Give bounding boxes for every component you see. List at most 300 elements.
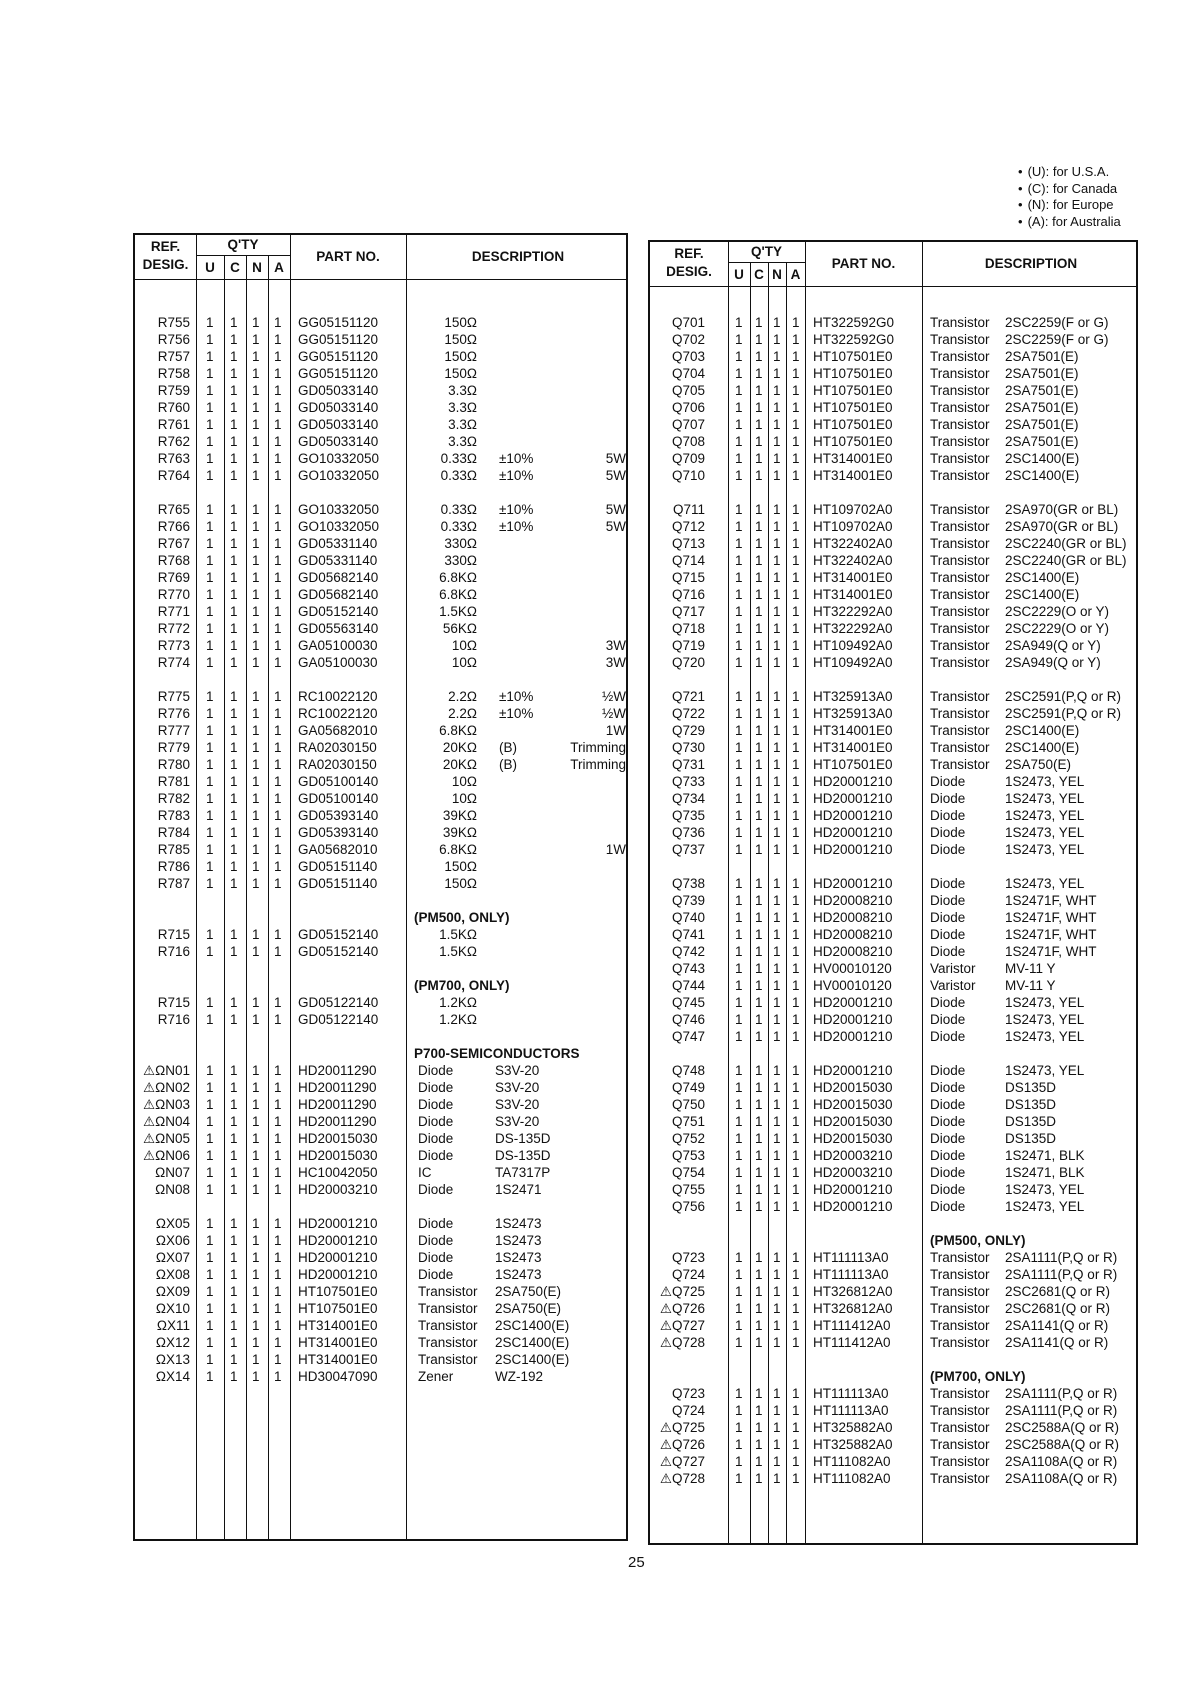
qty-u: 1 bbox=[735, 1250, 743, 1265]
component-value: 2SC1400(E) bbox=[1005, 468, 1080, 483]
component-type: Diode bbox=[418, 1131, 454, 1146]
qty-u: 1 bbox=[206, 332, 214, 347]
qty-n: 1 bbox=[773, 944, 781, 959]
section-title: (PM500, ONLY) bbox=[414, 910, 510, 925]
ref-designator: Q753 bbox=[671, 1148, 705, 1163]
table-row bbox=[135, 1368, 626, 1385]
component-value: 2SA1111(P,Q or R) bbox=[1005, 1250, 1118, 1265]
qty-c: 1 bbox=[230, 1267, 238, 1282]
ref-designator: Q738 bbox=[671, 876, 705, 891]
qty-c: 1 bbox=[230, 1012, 238, 1027]
table-row bbox=[650, 722, 1136, 739]
qty-c: 1 bbox=[230, 774, 238, 789]
qty-a: 1 bbox=[274, 1063, 282, 1078]
qty-a: 1 bbox=[274, 927, 282, 942]
part-number: HT322402A0 bbox=[813, 536, 893, 551]
rated-value: 1.2KΩ bbox=[439, 995, 477, 1010]
component-type: Transistor bbox=[418, 1335, 478, 1350]
tolerance: (B) bbox=[499, 757, 517, 772]
qty-n: 1 bbox=[252, 349, 260, 364]
part-number: HD20015030 bbox=[813, 1097, 893, 1112]
qty-u: 1 bbox=[206, 995, 214, 1010]
qty-u: 1 bbox=[735, 1097, 743, 1112]
ref-designator: R764 bbox=[157, 468, 190, 483]
component-type: Diode bbox=[930, 1063, 966, 1078]
part-number: GO10332050 bbox=[298, 468, 380, 483]
part-number: HD20001210 bbox=[298, 1267, 378, 1282]
qty-a: 1 bbox=[792, 502, 800, 517]
qty-a: 1 bbox=[792, 536, 800, 551]
ref-designator: R755 bbox=[157, 315, 190, 330]
ref-designator: Q750 bbox=[671, 1097, 705, 1112]
component-value: 2SA1111(P,Q or R) bbox=[1005, 1267, 1118, 1282]
ref-designator: R757 bbox=[157, 349, 190, 364]
qty-u: 1 bbox=[735, 587, 743, 602]
part-number: HV00010120 bbox=[813, 961, 892, 976]
qty-c: 1 bbox=[755, 1165, 763, 1180]
ref-designator: ⚠Q728 bbox=[659, 1471, 705, 1486]
qty-u: 1 bbox=[735, 927, 743, 942]
qty-u: 1 bbox=[206, 1148, 214, 1163]
qty-u: 1 bbox=[206, 1369, 214, 1384]
qty-n: 1 bbox=[252, 995, 260, 1010]
ref-designator: R787 bbox=[157, 876, 190, 891]
qty-c: 1 bbox=[230, 451, 238, 466]
qty-c: 1 bbox=[755, 791, 763, 806]
part-number: HT111113A0 bbox=[813, 1250, 889, 1265]
rated-value: 1.5KΩ bbox=[439, 944, 477, 959]
row-spacer bbox=[650, 484, 1136, 501]
component-type: Transistor bbox=[930, 468, 990, 483]
component-value: 1S2471F, WHT bbox=[1005, 927, 1097, 942]
tolerance: ±10% bbox=[499, 706, 534, 721]
qty-n: 1 bbox=[252, 315, 260, 330]
rated-value: 20KΩ bbox=[442, 757, 477, 772]
legend-australia: • (A): for Australia bbox=[1018, 214, 1121, 231]
part-number: GA05682010 bbox=[298, 842, 378, 857]
qty-c: 1 bbox=[230, 1080, 238, 1095]
qty-a: 1 bbox=[274, 604, 282, 619]
qty-c: 1 bbox=[230, 876, 238, 891]
qty-a: 1 bbox=[792, 842, 800, 857]
part-number: HD20015030 bbox=[298, 1148, 378, 1163]
ref-designator: Q744 bbox=[671, 978, 705, 993]
qty-a: 1 bbox=[792, 927, 800, 942]
qty-u: 1 bbox=[206, 638, 214, 653]
qty-u: 1 bbox=[735, 825, 743, 840]
qty-c: 1 bbox=[755, 808, 763, 823]
qty-a: 1 bbox=[792, 893, 800, 908]
qty-n: 1 bbox=[252, 1131, 260, 1146]
qty-u: 1 bbox=[735, 1267, 743, 1282]
qty-u: 1 bbox=[206, 859, 214, 874]
part-number: HD20008210 bbox=[813, 927, 893, 942]
component-value: 1S2473, YEL bbox=[1005, 842, 1085, 857]
part-number: HD20001210 bbox=[298, 1250, 378, 1265]
qty-n: 1 bbox=[773, 1097, 781, 1112]
qty-n: 1 bbox=[773, 468, 781, 483]
ref-designator: ⚠Q727 bbox=[659, 1454, 705, 1469]
qty-u: 1 bbox=[735, 536, 743, 551]
qty-c: 1 bbox=[755, 944, 763, 959]
component-type: Diode bbox=[418, 1080, 454, 1095]
component-type: Transistor bbox=[418, 1352, 478, 1367]
qty-u: 1 bbox=[206, 1080, 214, 1095]
qty-c: 1 bbox=[230, 1131, 238, 1146]
qty-n: 1 bbox=[252, 1216, 260, 1231]
qty-n: 1 bbox=[773, 1454, 781, 1469]
component-type: Varistor bbox=[930, 978, 976, 993]
table-row bbox=[650, 603, 1136, 620]
table-row bbox=[650, 382, 1136, 399]
qty-u: 1 bbox=[735, 468, 743, 483]
qty-n: 1 bbox=[773, 434, 781, 449]
qty-c: 1 bbox=[755, 825, 763, 840]
part-number: HT325882A0 bbox=[813, 1420, 893, 1435]
qty-n: 1 bbox=[252, 468, 260, 483]
qty-a: 1 bbox=[274, 689, 282, 704]
qty-n: 1 bbox=[773, 638, 781, 653]
part-number: GO10332050 bbox=[298, 519, 380, 534]
part-number: RC10022120 bbox=[298, 706, 378, 721]
qty-c: 1 bbox=[755, 1437, 763, 1452]
qty-u: 1 bbox=[206, 825, 214, 840]
part-number: HT109492A0 bbox=[813, 638, 893, 653]
component-value: 1S2473 bbox=[495, 1233, 542, 1248]
component-type: Transistor bbox=[930, 1437, 990, 1452]
part-number: HD30047090 bbox=[298, 1369, 378, 1384]
qty-c: 1 bbox=[230, 638, 238, 653]
component-value: 2SC2588A(Q or R) bbox=[1005, 1420, 1120, 1435]
qty-a: 1 bbox=[274, 1114, 282, 1129]
qty-n: 1 bbox=[773, 791, 781, 806]
qty-c: 1 bbox=[230, 502, 238, 517]
qty-u: 1 bbox=[206, 1063, 214, 1078]
ref-designator: R762 bbox=[157, 434, 190, 449]
qty-n: 1 bbox=[252, 1012, 260, 1027]
part-number: GD05393140 bbox=[298, 825, 379, 840]
ref-designator: Q706 bbox=[671, 400, 705, 415]
component-type: Transistor bbox=[930, 689, 990, 704]
ref-designator: Q708 bbox=[671, 434, 705, 449]
component-value: 2SA949(Q or Y) bbox=[1005, 638, 1101, 653]
table-row bbox=[650, 1317, 1136, 1334]
part-number: HT314001E0 bbox=[298, 1318, 378, 1333]
component-type: Transistor bbox=[930, 1284, 990, 1299]
component-value: 1S2473 bbox=[495, 1216, 542, 1231]
ref-designator: ΩN07 bbox=[155, 1165, 190, 1180]
qty-u: 1 bbox=[735, 519, 743, 534]
ref-designator: ΩX10 bbox=[155, 1301, 190, 1316]
component-type: Transistor bbox=[930, 1471, 990, 1486]
qty-c: 1 bbox=[230, 553, 238, 568]
rated-value: 330Ω bbox=[444, 553, 477, 568]
component-value: 1S2473, YEL bbox=[1005, 1012, 1085, 1027]
qty-c: 1 bbox=[230, 536, 238, 551]
component-type: Transistor bbox=[418, 1318, 478, 1333]
qty-u: 1 bbox=[206, 1250, 214, 1265]
table-row bbox=[650, 994, 1136, 1011]
qty-n: 1 bbox=[252, 1301, 260, 1316]
part-number: HT107501E0 bbox=[813, 349, 893, 364]
part-number: HD20011290 bbox=[298, 1080, 377, 1095]
qty-c: 1 bbox=[755, 1335, 763, 1350]
table-row bbox=[135, 1130, 626, 1147]
qty-a: 1 bbox=[274, 1318, 282, 1333]
section-heading bbox=[135, 1045, 626, 1062]
row-spacer bbox=[650, 1045, 1136, 1062]
qty-n: 1 bbox=[773, 1250, 781, 1265]
qty-a: 1 bbox=[274, 1148, 282, 1163]
component-value: DS135D bbox=[1005, 1131, 1057, 1146]
qty-n: 1 bbox=[773, 927, 781, 942]
qty-n: 1 bbox=[252, 740, 260, 755]
rated-value: 3.3Ω bbox=[448, 383, 477, 398]
part-number: HT107501E0 bbox=[298, 1301, 378, 1316]
table-row bbox=[650, 1249, 1136, 1266]
qty-c: 1 bbox=[230, 570, 238, 585]
qty-u: 1 bbox=[735, 995, 743, 1010]
qty-n: 1 bbox=[773, 1199, 781, 1214]
qty-n: 1 bbox=[773, 451, 781, 466]
component-type: Transistor bbox=[930, 638, 990, 653]
table-row bbox=[650, 348, 1136, 365]
qty-n: 1 bbox=[252, 383, 260, 398]
part-number: HT111113A0 bbox=[813, 1403, 889, 1418]
component-value: 2SC2240(GR or BL) bbox=[1005, 536, 1127, 551]
component-type: Transistor bbox=[930, 1386, 990, 1401]
ref-designator: Q724 bbox=[671, 1267, 705, 1282]
rated-value: 3.3Ω bbox=[448, 400, 477, 415]
part-number: HD20001210 bbox=[813, 995, 893, 1010]
component-value: 2SA1111(P,Q or R) bbox=[1005, 1386, 1118, 1401]
qty-c: 1 bbox=[755, 1114, 763, 1129]
component-value: 1S2471, BLK bbox=[1005, 1165, 1085, 1180]
component-value: 2SA7501(E) bbox=[1005, 366, 1079, 381]
table-row bbox=[135, 943, 626, 960]
qty-u: 1 bbox=[206, 791, 214, 806]
qty-a: 1 bbox=[274, 1335, 282, 1350]
qty-u: 1 bbox=[206, 808, 214, 823]
table-row bbox=[650, 501, 1136, 518]
component-value: S3V-20 bbox=[495, 1063, 540, 1078]
table-row bbox=[650, 943, 1136, 960]
ref-designator: R716 bbox=[157, 944, 190, 959]
qty-u: 1 bbox=[735, 1199, 743, 1214]
qty-n: 1 bbox=[252, 519, 260, 534]
qty-u: 1 bbox=[735, 604, 743, 619]
component-type: Diode bbox=[930, 1148, 966, 1163]
part-number: GD05682140 bbox=[298, 570, 379, 585]
qty-u: 1 bbox=[735, 366, 743, 381]
qty-n: 1 bbox=[773, 1301, 781, 1316]
part-number: HT107501E0 bbox=[813, 400, 893, 415]
part-number: HD20011290 bbox=[298, 1097, 377, 1112]
rated-value: 6.8KΩ bbox=[439, 723, 477, 738]
table-row bbox=[650, 824, 1136, 841]
qty-u: 1 bbox=[206, 553, 214, 568]
qty-n: 1 bbox=[252, 638, 260, 653]
qty-u: 1 bbox=[735, 400, 743, 415]
part-number: HD20001210 bbox=[298, 1216, 378, 1231]
table-row bbox=[135, 790, 626, 807]
qty-a: 1 bbox=[274, 638, 282, 653]
part-number: HD20003210 bbox=[813, 1165, 893, 1180]
wattage: 5W bbox=[605, 519, 626, 534]
qty-n: 1 bbox=[252, 655, 260, 670]
qty-n: 1 bbox=[252, 587, 260, 602]
table-row bbox=[650, 790, 1136, 807]
ref-designator: Q715 bbox=[671, 570, 705, 585]
qty-a: 1 bbox=[274, 655, 282, 670]
ref-designator: R767 bbox=[157, 536, 190, 551]
qty-c: 1 bbox=[230, 434, 238, 449]
component-value: 2SA7501(E) bbox=[1005, 349, 1079, 364]
qty-u: 1 bbox=[735, 740, 743, 755]
qty-u: 1 bbox=[206, 1352, 214, 1367]
qty-a: 1 bbox=[274, 944, 282, 959]
qty-a: 1 bbox=[792, 1386, 800, 1401]
qty-a: 1 bbox=[792, 1199, 800, 1214]
component-value: 1S2473, YEL bbox=[1005, 1029, 1085, 1044]
component-value: 2SA7501(E) bbox=[1005, 400, 1079, 415]
ref-designator: R782 bbox=[157, 791, 190, 806]
rated-value: 39KΩ bbox=[442, 825, 477, 840]
qty-u: 1 bbox=[735, 621, 743, 636]
part-number: HC10042050 bbox=[298, 1165, 378, 1180]
section-title: P700-SEMICONDUCTORS bbox=[414, 1046, 580, 1061]
component-value: 2SC2591(P,Q or R) bbox=[1005, 689, 1122, 704]
component-value: 2SA750(E) bbox=[495, 1284, 562, 1299]
qty-c: 1 bbox=[755, 1454, 763, 1469]
table-row bbox=[650, 1147, 1136, 1164]
qty-n: 1 bbox=[773, 1403, 781, 1418]
qty-u: 1 bbox=[206, 1284, 214, 1299]
ref-designator: Q712 bbox=[671, 519, 705, 534]
qty-a: 1 bbox=[792, 1250, 800, 1265]
component-type: Varistor bbox=[930, 961, 976, 976]
table-row bbox=[650, 1062, 1136, 1079]
ref-designator: R766 bbox=[157, 519, 190, 534]
ref-designator: ⚠ΩN03 bbox=[143, 1097, 190, 1112]
component-value: 2SC1400(E) bbox=[495, 1318, 570, 1333]
ref-designator: R769 bbox=[157, 570, 190, 585]
component-type: IC bbox=[418, 1165, 432, 1180]
qty-a: 1 bbox=[274, 1131, 282, 1146]
legend-canada: • (C): for Canada bbox=[1018, 181, 1121, 198]
part-number: HD20001210 bbox=[813, 774, 893, 789]
ref-designator: Q724 bbox=[671, 1403, 705, 1418]
qty-u: 1 bbox=[206, 1318, 214, 1333]
qty-u: 1 bbox=[735, 1386, 743, 1401]
part-number: GD05151140 bbox=[298, 876, 378, 891]
wattage: ½W bbox=[601, 689, 626, 704]
table-row bbox=[650, 1436, 1136, 1453]
qty-a: 1 bbox=[274, 519, 282, 534]
part-number: HD20001210 bbox=[813, 825, 893, 840]
qty-n: 1 bbox=[773, 1131, 781, 1146]
part-number: HD20008210 bbox=[813, 944, 893, 959]
qty-u: 1 bbox=[735, 1454, 743, 1469]
part-number: HT111113A0 bbox=[813, 1386, 889, 1401]
qty-a: 1 bbox=[792, 1165, 800, 1180]
component-type: Diode bbox=[418, 1216, 454, 1231]
qty-c: 1 bbox=[230, 315, 238, 330]
part-number: GG05151120 bbox=[298, 349, 379, 364]
part-number: HD20001210 bbox=[298, 1233, 378, 1248]
qty-u: 1 bbox=[206, 1301, 214, 1316]
qty-c: 1 bbox=[230, 1335, 238, 1350]
component-type: Transistor bbox=[930, 604, 990, 619]
component-value: 2SA1108A(Q or R) bbox=[1005, 1454, 1118, 1469]
part-number: HT314001E0 bbox=[813, 587, 893, 602]
qty-c: 1 bbox=[755, 689, 763, 704]
qty-a: 1 bbox=[792, 604, 800, 619]
qty-a: 1 bbox=[792, 706, 800, 721]
qty-u: 1 bbox=[735, 451, 743, 466]
desig-header: DESIG. bbox=[142, 257, 189, 272]
table-row bbox=[650, 569, 1136, 586]
part-number: HT314001E0 bbox=[813, 740, 893, 755]
table-row bbox=[135, 1283, 626, 1300]
part-number: HD20001210 bbox=[813, 1182, 893, 1197]
table-row bbox=[135, 1113, 626, 1130]
part-number: HT322292A0 bbox=[813, 621, 893, 636]
qty-n: 1 bbox=[252, 1097, 260, 1112]
component-type: Transistor bbox=[418, 1284, 478, 1299]
ref-designator: ΩX09 bbox=[155, 1284, 190, 1299]
table-row bbox=[650, 1419, 1136, 1436]
component-type: Transistor bbox=[930, 1250, 990, 1265]
qty-u: 1 bbox=[735, 842, 743, 857]
qty-n: 1 bbox=[252, 944, 260, 959]
qty-n: 1 bbox=[252, 1114, 260, 1129]
qty-u: 1 bbox=[735, 1437, 743, 1452]
part-number: RA02030150 bbox=[298, 757, 377, 772]
part-no-header: PART NO. bbox=[316, 249, 380, 264]
component-value: 1S2473, YEL bbox=[1005, 1199, 1085, 1214]
component-value: 2SA7501(E) bbox=[1005, 383, 1079, 398]
ref-designator: Q752 bbox=[671, 1131, 705, 1146]
component-type: Diode bbox=[930, 774, 966, 789]
wattage: ½W bbox=[601, 706, 626, 721]
part-number: HD20001210 bbox=[813, 1012, 893, 1027]
qty-a: 1 bbox=[792, 1182, 800, 1197]
section-title: (PM700, ONLY) bbox=[414, 978, 510, 993]
qty-a: 1 bbox=[792, 1148, 800, 1163]
component-value: 2SC1400(E) bbox=[1005, 587, 1080, 602]
qty-u: 1 bbox=[206, 876, 214, 891]
table-row bbox=[135, 331, 626, 348]
qty-n: 1 bbox=[773, 893, 781, 908]
component-value: DS-135D bbox=[495, 1131, 551, 1146]
qty-u: 1 bbox=[735, 791, 743, 806]
component-type: Transistor bbox=[930, 1454, 990, 1469]
component-value: 2SC2588A(Q or R) bbox=[1005, 1437, 1120, 1452]
component-value: 2SA750(E) bbox=[495, 1301, 562, 1316]
table-row bbox=[650, 1470, 1136, 1487]
table-row bbox=[135, 1266, 626, 1283]
qty-a: 1 bbox=[792, 417, 800, 432]
qty-u: 1 bbox=[206, 1012, 214, 1027]
qty-c: 1 bbox=[755, 383, 763, 398]
wattage: 1W bbox=[605, 842, 626, 857]
qty-u: 1 bbox=[735, 808, 743, 823]
part-number: GG05151120 bbox=[298, 332, 379, 347]
qty-u: 1 bbox=[206, 842, 214, 857]
qty-u: 1 bbox=[735, 332, 743, 347]
part-no-header: PART NO. bbox=[831, 256, 896, 271]
